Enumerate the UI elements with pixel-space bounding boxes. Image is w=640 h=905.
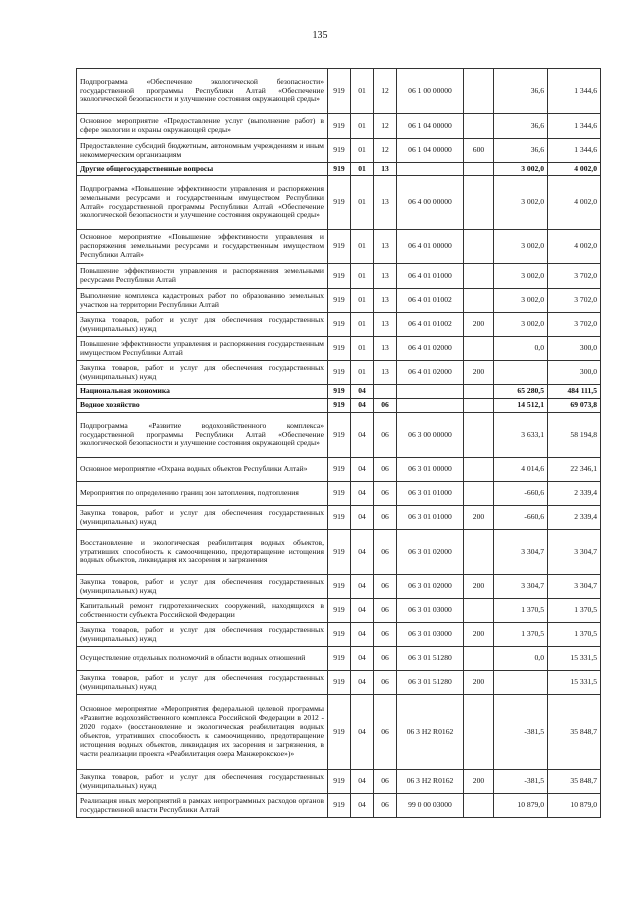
- row-grbs: 919: [328, 399, 351, 413]
- row-subsection: 12: [374, 114, 397, 139]
- row-subsection: [374, 385, 397, 399]
- budget-table: [76, 68, 601, 818]
- row-grbs: 919: [328, 413, 351, 458]
- row-amount-change: -660,6: [494, 482, 548, 506]
- row-amount-total: 22 346,1: [548, 458, 601, 482]
- row-expense-type: [464, 114, 494, 139]
- row-amount-total: 4 002,0: [548, 163, 601, 176]
- row-name: Подпрограмма «Обеспечение экологической безопасности» государственной программы Республики Алтай «Обеспечение экологической безопасности и улучшение состояния окружающей среды»: [77, 69, 328, 114]
- row-amount-change: 1 370,5: [494, 623, 548, 647]
- row-name: Мероприятия по определению границ зон затопления, подтопления: [77, 482, 328, 506]
- row-expense-type: [464, 163, 494, 176]
- row-grbs: 919: [328, 647, 351, 671]
- table-row: [77, 139, 601, 163]
- row-section: 01: [351, 361, 374, 385]
- row-amount-change: 65 280,5: [494, 385, 548, 399]
- row-amount-change: 36,6: [494, 139, 548, 163]
- row-name: Повышение эффективности управления и распоряжения земельными ресурсами Республики Алтай: [77, 264, 328, 289]
- row-grbs: 919: [328, 794, 351, 818]
- row-subsection: 12: [374, 69, 397, 114]
- row-grbs: 919: [328, 114, 351, 139]
- row-grbs: 919: [328, 163, 351, 176]
- row-expense-type: [464, 695, 494, 770]
- row-section: 04: [351, 458, 374, 482]
- row-section: 04: [351, 530, 374, 575]
- row-target-article: 06 3 01 03000: [397, 599, 464, 623]
- row-section: 04: [351, 671, 374, 695]
- table-row: [77, 289, 601, 313]
- row-subsection: 13: [374, 361, 397, 385]
- row-subsection: 06: [374, 794, 397, 818]
- row-amount-change: 3 002,0: [494, 313, 548, 337]
- row-subsection: 06: [374, 647, 397, 671]
- row-subsection: 13: [374, 230, 397, 264]
- row-name: Подпрограмма «Повышение эффективности управления и распоряжения земельными ресурсами и государственным имуществом Республики Алтай» государственной программы Республики Алтай «Обеспечение экологической безопасности и улучшение состояния окружающей среды»: [77, 176, 328, 230]
- row-amount-change: 36,6: [494, 114, 548, 139]
- row-amount-total: 1 344,6: [548, 69, 601, 114]
- row-expense-type: 200: [464, 506, 494, 530]
- row-name: Выполнение комплекса кадастровых работ по образованию земельных участков на территории Республики Алтай: [77, 289, 328, 313]
- row-expense-type: [464, 69, 494, 114]
- row-amount-total: 15 331,5: [548, 647, 601, 671]
- row-target-article: 99 0 00 03000: [397, 794, 464, 818]
- row-name: Повышение эффективности управления и распоряжения государственным имуществом Республики Алтай: [77, 337, 328, 361]
- table-row: [77, 413, 601, 458]
- table-row: [77, 114, 601, 139]
- row-target-article: 06 1 04 00000: [397, 114, 464, 139]
- table-row: [77, 623, 601, 647]
- row-amount-total: 484 111,5: [548, 385, 601, 399]
- row-amount-change: [494, 361, 548, 385]
- row-section: 04: [351, 623, 374, 647]
- row-subsection: 06: [374, 695, 397, 770]
- row-target-article: 06 4 01 00000: [397, 230, 464, 264]
- row-grbs: 919: [328, 575, 351, 599]
- row-expense-type: 200: [464, 671, 494, 695]
- row-expense-type: [464, 176, 494, 230]
- row-amount-change: 3 002,0: [494, 289, 548, 313]
- row-amount-total: 10 879,0: [548, 794, 601, 818]
- row-name: Осуществление отдельных полномочий в области водных отношений: [77, 647, 328, 671]
- row-section: 01: [351, 337, 374, 361]
- row-target-article: 06 3 01 01000: [397, 506, 464, 530]
- row-subsection: 13: [374, 264, 397, 289]
- row-section: 01: [351, 264, 374, 289]
- table-row: [77, 506, 601, 530]
- row-amount-total: 3 702,0: [548, 313, 601, 337]
- table-row: [77, 794, 601, 818]
- row-amount-total: 2 339,4: [548, 482, 601, 506]
- table-row: [77, 482, 601, 506]
- row-expense-type: [464, 647, 494, 671]
- row-subsection: 06: [374, 413, 397, 458]
- row-target-article: 06 3 Н2 R0162: [397, 695, 464, 770]
- row-grbs: 919: [328, 623, 351, 647]
- row-name: Основное мероприятие «Охрана водных объектов Республики Алтай»: [77, 458, 328, 482]
- row-name: Капитальный ремонт гидротехнических сооружений, находящихся в собственности субъекта Российской Федерации: [77, 599, 328, 623]
- row-expense-type: [464, 458, 494, 482]
- row-amount-change: 0,0: [494, 337, 548, 361]
- row-section: 01: [351, 163, 374, 176]
- row-amount-total: 1 370,5: [548, 623, 601, 647]
- row-section: 04: [351, 599, 374, 623]
- row-subsection: 06: [374, 482, 397, 506]
- row-section: 01: [351, 114, 374, 139]
- row-grbs: 919: [328, 289, 351, 313]
- row-name: Основное мероприятие «Мероприятия федеральной целевой программы «Развитие водохозяйственного комплекса Российской Федерации в 2012 - 2020 годах» (восстановление и экологическая реабилитация водных объектов, утративших способность к самоочищению, предотвращение истощения водных объектов, ликвидация их засорения и загрязнения, в части реализации проекта «Реабилитация озера Манжерокское»)»: [77, 695, 328, 770]
- row-amount-total: 15 331,5: [548, 671, 601, 695]
- row-amount-change: -381,5: [494, 770, 548, 794]
- row-section: 01: [351, 69, 374, 114]
- row-expense-type: [464, 413, 494, 458]
- row-section: 01: [351, 176, 374, 230]
- row-name: Закупка товаров, работ и услуг для обеспечения государственных (муниципальных) нужд: [77, 623, 328, 647]
- row-name: Закупка товаров, работ и услуг для обеспечения государственных (муниципальных) нужд: [77, 575, 328, 599]
- row-amount-change: 14 512,1: [494, 399, 548, 413]
- row-expense-type: [464, 264, 494, 289]
- row-subsection: 06: [374, 599, 397, 623]
- row-amount-total: 3 702,0: [548, 264, 601, 289]
- table-row: [77, 163, 601, 176]
- row-amount-change: 3 002,0: [494, 163, 548, 176]
- row-amount-total: 35 848,7: [548, 695, 601, 770]
- row-expense-type: [464, 794, 494, 818]
- row-subsection: 06: [374, 399, 397, 413]
- row-amount-total: 3 304,7: [548, 530, 601, 575]
- row-subsection: 13: [374, 289, 397, 313]
- row-amount-change: 3 304,7: [494, 530, 548, 575]
- row-grbs: 919: [328, 458, 351, 482]
- row-target-article: 06 4 01 01000: [397, 264, 464, 289]
- row-target-article: 06 4 01 01002: [397, 289, 464, 313]
- row-target-article: 06 3 01 03000: [397, 623, 464, 647]
- row-name: Предоставление субсидий бюджетным, автономным учреждениям и иным некоммерческим организациям: [77, 139, 328, 163]
- row-name: Закупка товаров, работ и услуг для обеспечения государственных (муниципальных) нужд: [77, 770, 328, 794]
- row-target-article: 06 3 01 01000: [397, 482, 464, 506]
- row-expense-type: [464, 289, 494, 313]
- row-grbs: 919: [328, 176, 351, 230]
- row-target-article: [397, 399, 464, 413]
- row-grbs: 919: [328, 69, 351, 114]
- row-subsection: 13: [374, 163, 397, 176]
- row-section: 04: [351, 695, 374, 770]
- table-row: [77, 176, 601, 230]
- row-expense-type: [464, 385, 494, 399]
- row-name: Подпрограмма «Развитие водохозяйственного комплекса» государственной программы Республики Алтай «Обеспечение экологической безопасности и улучшение состояния окружающей среды»: [77, 413, 328, 458]
- row-grbs: 919: [328, 264, 351, 289]
- row-amount-total: 69 073,8: [548, 399, 601, 413]
- row-amount-change: [494, 671, 548, 695]
- row-subsection: 06: [374, 458, 397, 482]
- table-row: [77, 671, 601, 695]
- row-amount-change: 36,6: [494, 69, 548, 114]
- row-amount-total: 1 370,5: [548, 599, 601, 623]
- row-section: 01: [351, 139, 374, 163]
- row-grbs: 919: [328, 530, 351, 575]
- row-grbs: 919: [328, 599, 351, 623]
- row-target-article: [397, 163, 464, 176]
- row-target-article: 06 3 01 51280: [397, 647, 464, 671]
- row-grbs: 919: [328, 230, 351, 264]
- page-number: 135: [312, 30, 328, 41]
- row-grbs: 919: [328, 361, 351, 385]
- row-name: Реализация иных мероприятий в рамках непрограммных расходов органов государственной власти Республики Алтай: [77, 794, 328, 818]
- row-subsection: 13: [374, 337, 397, 361]
- row-name: Закупка товаров, работ и услуг для обеспечения государственных (муниципальных) нужд: [77, 313, 328, 337]
- row-name: Закупка товаров, работ и услуг для обеспечения государственных (муниципальных) нужд: [77, 671, 328, 695]
- row-section: 04: [351, 413, 374, 458]
- row-target-article: 06 4 00 00000: [397, 176, 464, 230]
- row-section: 01: [351, 230, 374, 264]
- row-grbs: 919: [328, 337, 351, 361]
- row-target-article: 06 1 04 00000: [397, 139, 464, 163]
- table-row: [77, 458, 601, 482]
- row-target-article: 06 4 01 02000: [397, 361, 464, 385]
- row-name: Другие общегосударственные вопросы: [77, 163, 328, 176]
- row-section: 04: [351, 794, 374, 818]
- row-subsection: 12: [374, 139, 397, 163]
- row-name: Закупка товаров, работ и услуг для обеспечения государственных (муниципальных) нужд: [77, 361, 328, 385]
- row-amount-total: 58 194,8: [548, 413, 601, 458]
- row-grbs: 919: [328, 139, 351, 163]
- table-row: [77, 361, 601, 385]
- row-name: Водное хозяйство: [77, 399, 328, 413]
- table-row: [77, 313, 601, 337]
- row-amount-total: 1 344,6: [548, 114, 601, 139]
- row-subsection: 06: [374, 506, 397, 530]
- row-target-article: [397, 385, 464, 399]
- row-name: Основное мероприятие «Повышение эффективности управления и распоряжения земельными ресурсами и государственным имуществом Республики Алтай»: [77, 230, 328, 264]
- row-target-article: 06 3 01 00000: [397, 458, 464, 482]
- row-section: 01: [351, 289, 374, 313]
- row-subsection: 13: [374, 313, 397, 337]
- table-row: [77, 695, 601, 770]
- row-expense-type: [464, 399, 494, 413]
- row-subsection: 06: [374, 671, 397, 695]
- table-row: [77, 69, 601, 114]
- row-expense-type: 200: [464, 361, 494, 385]
- row-section: 04: [351, 575, 374, 599]
- table-row: [77, 264, 601, 289]
- table-row: [77, 599, 601, 623]
- table-row: [77, 530, 601, 575]
- table-row: [77, 647, 601, 671]
- row-grbs: 919: [328, 770, 351, 794]
- row-grbs: 919: [328, 313, 351, 337]
- row-section: 04: [351, 647, 374, 671]
- row-expense-type: [464, 530, 494, 575]
- row-name: Восстановление и экологическая реабилитация водных объектов, утративших способность к самоочищению, предотвращение истощения водных объектов, ликвидация их засорения и загрязнения: [77, 530, 328, 575]
- row-expense-type: [464, 337, 494, 361]
- row-amount-change: 3 002,0: [494, 264, 548, 289]
- row-section: 04: [351, 482, 374, 506]
- row-amount-change: -660,6: [494, 506, 548, 530]
- row-name: Основное мероприятие «Предоставление услуг (выполнение работ) в сфере экологии и охраны окружающей среды»: [77, 114, 328, 139]
- row-subsection: 06: [374, 770, 397, 794]
- row-expense-type: [464, 230, 494, 264]
- row-amount-change: 1 370,5: [494, 599, 548, 623]
- row-section: 04: [351, 399, 374, 413]
- row-amount-change: -381,5: [494, 695, 548, 770]
- row-expense-type: [464, 599, 494, 623]
- row-expense-type: 200: [464, 313, 494, 337]
- row-target-article: 06 3 Н2 R0162: [397, 770, 464, 794]
- row-grbs: 919: [328, 385, 351, 399]
- row-subsection: 06: [374, 575, 397, 599]
- row-amount-change: 10 879,0: [494, 794, 548, 818]
- row-subsection: 13: [374, 176, 397, 230]
- row-name: Национальная экономика: [77, 385, 328, 399]
- row-expense-type: 200: [464, 623, 494, 647]
- table-row: [77, 337, 601, 361]
- row-amount-total: 2 339,4: [548, 506, 601, 530]
- row-amount-total: 300,0: [548, 361, 601, 385]
- row-amount-total: 3 304,7: [548, 575, 601, 599]
- row-subsection: 06: [374, 530, 397, 575]
- row-name: Закупка товаров, работ и услуг для обеспечения государственных (муниципальных) нужд: [77, 506, 328, 530]
- row-target-article: 06 3 00 00000: [397, 413, 464, 458]
- row-section: 04: [351, 385, 374, 399]
- row-amount-change: 3 304,7: [494, 575, 548, 599]
- row-amount-total: 35 848,7: [548, 770, 601, 794]
- row-expense-type: 200: [464, 575, 494, 599]
- table-row: [77, 770, 601, 794]
- row-amount-total: 4 002,0: [548, 230, 601, 264]
- row-section: 01: [351, 313, 374, 337]
- row-amount-change: 3 002,0: [494, 176, 548, 230]
- row-target-article: 06 3 01 02000: [397, 530, 464, 575]
- table-row: [77, 385, 601, 399]
- row-subsection: 06: [374, 623, 397, 647]
- row-grbs: 919: [328, 671, 351, 695]
- table-row: [77, 230, 601, 264]
- row-target-article: 06 4 01 01002: [397, 313, 464, 337]
- row-amount-total: 1 344,6: [548, 139, 601, 163]
- row-amount-total: 3 702,0: [548, 289, 601, 313]
- row-section: 04: [351, 506, 374, 530]
- row-grbs: 919: [328, 482, 351, 506]
- table-row: [77, 399, 601, 413]
- table-row: [77, 575, 601, 599]
- row-target-article: 06 3 01 51280: [397, 671, 464, 695]
- row-grbs: 919: [328, 695, 351, 770]
- row-amount-total: 300,0: [548, 337, 601, 361]
- row-expense-type: 600: [464, 139, 494, 163]
- row-grbs: 919: [328, 506, 351, 530]
- row-target-article: 06 1 00 00000: [397, 69, 464, 114]
- row-amount-change: 4 014,6: [494, 458, 548, 482]
- row-expense-type: 200: [464, 770, 494, 794]
- row-target-article: 06 3 01 02000: [397, 575, 464, 599]
- row-amount-change: 3 002,0: [494, 230, 548, 264]
- row-expense-type: [464, 482, 494, 506]
- row-target-article: 06 4 01 02000: [397, 337, 464, 361]
- row-amount-change: 3 633,1: [494, 413, 548, 458]
- row-amount-change: 0,0: [494, 647, 548, 671]
- row-section: 04: [351, 770, 374, 794]
- row-amount-total: 4 002,0: [548, 176, 601, 230]
